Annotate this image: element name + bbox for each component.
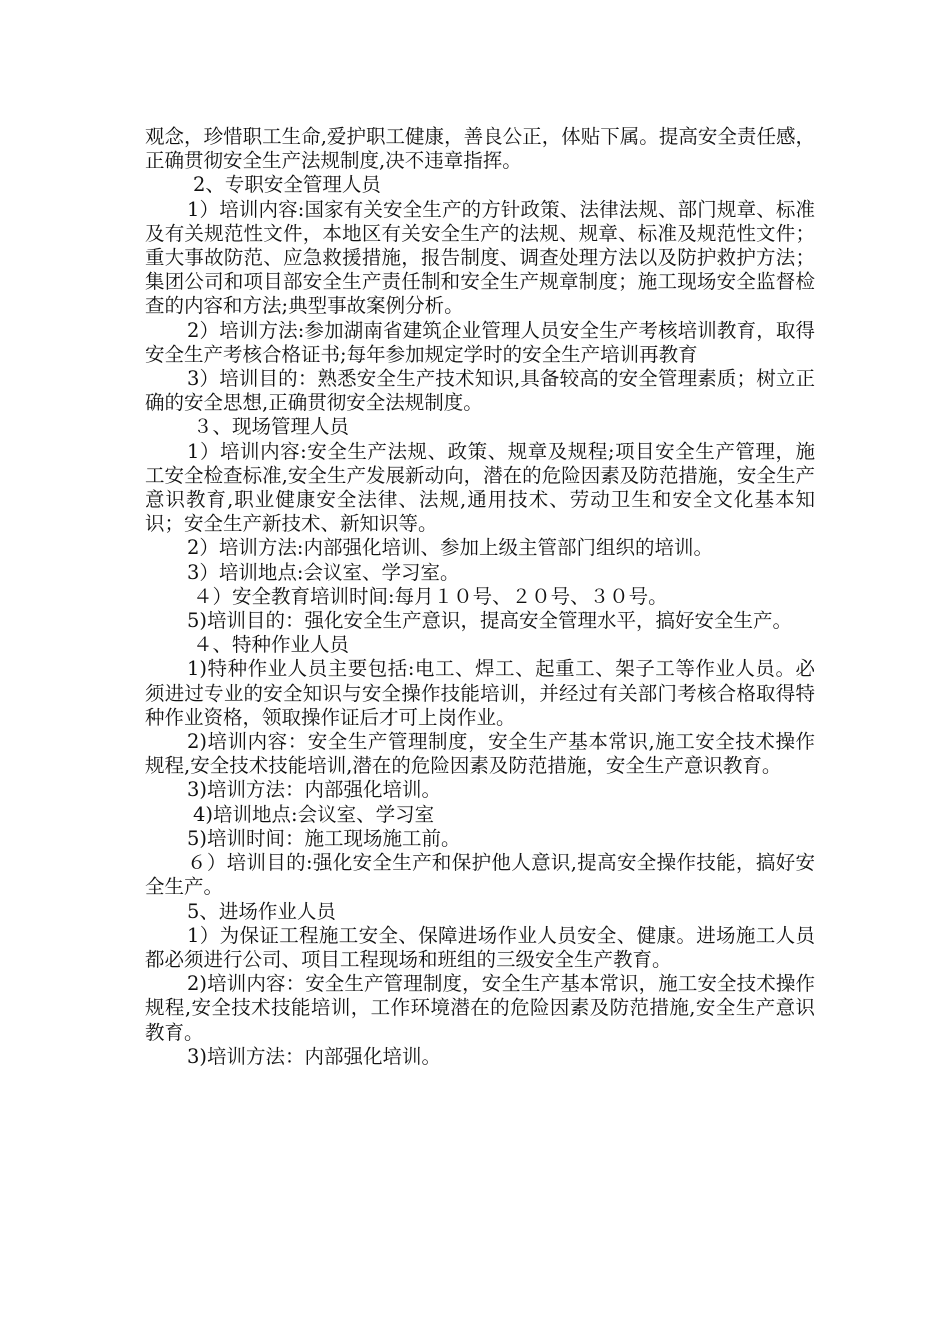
paragraph: 2)培训内容：安全生产管理制度，安全生产基本常识，施工安全技术操作规程,安全技术技能培训，工作环境潜在的危险因素及防范措施,安全生产意识教育。	[145, 972, 815, 1044]
paragraph: 3）培训目的：熟悉安全生产技术知识,具备较高的安全管理素质；树立正确的安全思想,正确贯彻安全法规制度。	[145, 367, 815, 415]
section-heading: 5、进场作业人员	[187, 899, 336, 923]
paragraph: 2）培训方法:参加湖南省建筑企业管理人员安全生产考核培训教育，取得安全生产考核合格证书;每年参加规定学时的安全生产培训再教育	[145, 318, 815, 366]
paragraph: 观念，珍惜职工生命,爱护职工健康，善良公正，体贴下属。提高安全责任感，正确贯彻安全生产法规制度,决不违章指挥。	[145, 125, 815, 173]
paragraph: 3）培训地点:会议室、学习室。	[187, 560, 460, 584]
paragraph: 4)培训地点:会议室、学习室	[193, 802, 435, 826]
document-body	[145, 125, 815, 1069]
paragraph: 1）培训内容:安全生产法规、政策、规章及规程;项目安全生产管理，施工安全检查标准,安全生产发展新动向，潜在的危险因素及防范措施，安全生产意识教育,职业健康安全法律、法规,通用技术、劳动卫生和安全文化基本知识；安全生产新技术、新知识等。	[145, 439, 815, 536]
paragraph: ６）培训目的:强化安全生产和保护他人意识,提高安全操作技能，搞好安全生产。	[145, 851, 815, 899]
paragraph: 1）为保证工程施工安全、保障进场作业人员安全、健康。进场施工人员都必须进行公司、项目工程现场和班组的三级安全生产教育。	[145, 923, 815, 971]
paragraph: 1)特种作业人员主要包括:电工、焊工、起重工、架子工等作业人员。必须进过专业的安全知识与安全操作技能培训，并经过有关部门考核合格取得特种作业资格，领取操作证后才可上岗作业。	[145, 657, 815, 729]
section-heading: ４、特种作业人员	[193, 633, 350, 657]
paragraph: 1）培训内容:国家有关安全生产的方针政策、法律法规、部门规章、标准及有关规范性文件，本地区有关安全生产的法规、规章、标准及规范性文件；重大事故防范、应急救援措施，报告制度、调查处理方法以及防护救护方法；集团公司和项目部安全生产责任制和安全生产规章制度；施工现场安全监督检查的内容和方法;典型事故案例分析。	[145, 197, 815, 318]
paragraph: 2）培训方法:内部强化培训、参加上级主管部门组织的培训。	[187, 536, 713, 560]
paragraph: 3)培训方法：内部强化培训。	[187, 1044, 442, 1068]
paragraph: 2)培训内容：安全生产管理制度，安全生产基本常识,施工安全技术操作规程,安全技术技能培训,潜在的危险因素及防范措施，安全生产意识教育。	[145, 730, 815, 778]
section-heading: ３、现场管理人员	[193, 415, 350, 439]
paragraph: 3)培训方法：内部强化培训。	[187, 778, 442, 802]
section-heading: 2、专职安全管理人员	[193, 173, 381, 197]
paragraph: 5)培训目的：强化安全生产意识，提高安全管理水平，搞好安全生产。	[187, 609, 793, 633]
paragraph: 5)培训时间：施工现场施工前。	[187, 826, 461, 850]
paragraph: ４）安全教育培训时间:每月１０号、２０号、３０号。	[193, 584, 668, 608]
